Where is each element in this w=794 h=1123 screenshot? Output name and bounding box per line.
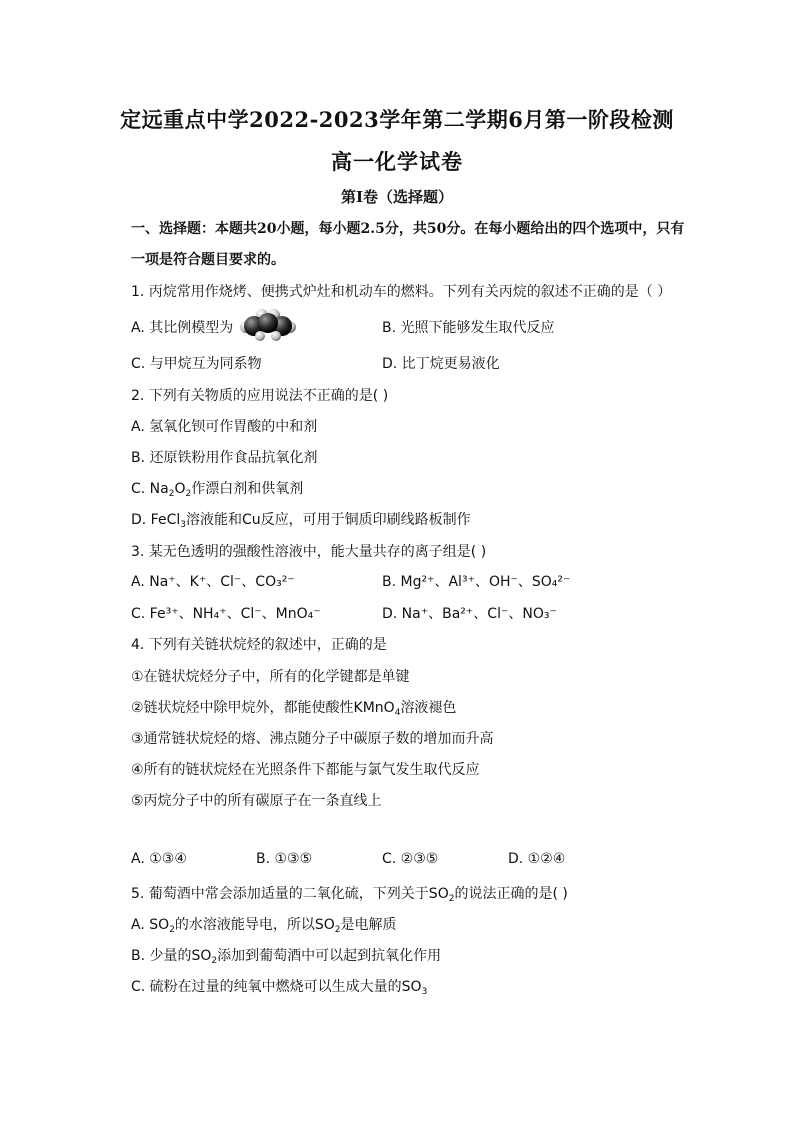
q2-option-c: C. $Na_2O_2$作漂白剂和供氧剂	[131, 481, 304, 499]
q1-stem: 1. 丙烷常用作烧烤、便携式炉灶和机动车的燃料。下列有关丙烷的叙述不正确的是（ ）	[131, 284, 672, 300]
q5-option-c: C. 硫粉在过量的纯氧中燃烧可以生成大量的$SO_3$	[131, 979, 428, 997]
propane-space-filling-model-image	[240, 309, 296, 341]
q4-option-a: A. ①③④	[131, 851, 187, 867]
q1-option-d: D. 比丁烷更易液化	[382, 356, 500, 372]
exam-subtitle: 高一化学试卷	[331, 149, 463, 174]
q4-stem: 4. 下列有关链状烷烃的叙述中，正确的是	[131, 637, 387, 653]
q4-statement-2: ②链状烷烃中除甲烷外，都能使酸性KMnO$_4$溶液褪色	[131, 700, 457, 718]
q4-statement-3: ③通常链状烷烃的熔、沸点随分子中碳原子数的增加而升高	[131, 731, 494, 747]
instructions-line-1: 一、选择题：本题共20小题，每小题2.5分，共50分。在每小题给出的四个选项中，只有	[131, 221, 685, 237]
q4-statement-4: ④所有的链状烷烃在光照条件下都能与氯气发生取代反应	[131, 762, 480, 778]
q4-option-b: B. ①③⑤	[256, 851, 313, 867]
q2-stem: 2. 下列有关物质的应用说法不正确的是( )	[131, 388, 389, 404]
q3-option-d: D. Na⁺、Ba²⁺、Cl⁻、NO₃⁻	[382, 606, 557, 622]
q1-option-c: C. 与甲烷互为同系物	[131, 356, 262, 372]
q2-option-a: A. 氢氧化钡可作胃酸的中和剂	[131, 419, 318, 435]
q4-statement-1: ①在链状烷烃分子中，所有的化学键都是单键	[131, 669, 410, 685]
q5-option-a: A. $SO_2$的水溶液能导电，所以$SO_2$是电解质	[131, 917, 397, 935]
q3-option-b: B. Mg²⁺、Al³⁺、OH⁻、SO₄²⁻	[382, 574, 571, 590]
q4-option-d: D. ①②④	[508, 851, 566, 867]
q2-option-d: D. FeCl$_3$溶液能和Cu反应，可用于铜质印刷线路板制作	[131, 512, 471, 530]
q4-option-c: C. ②③⑤	[382, 851, 439, 867]
q4-statement-5: ⑤丙烷分子中的所有碳原子在一条直线上	[131, 793, 382, 809]
q2-option-b: B. 还原铁粉用作食品抗氧化剂	[131, 450, 318, 466]
q1-option-b: B. 光照下能够发生取代反应	[382, 320, 555, 336]
q3-stem: 3. 某无色透明的强酸性溶液中，能大量共存的离子组是( )	[131, 544, 487, 560]
q1-option-a: A. 其比例模型为	[131, 320, 234, 336]
q5-stem: 5. 葡萄酒中常会添加适量的二氧化硫，下列关于$SO_2$的说法正确的是( )	[131, 886, 568, 904]
instructions-line-2: 一项是符合题目要求的。	[131, 252, 285, 268]
q5-option-b: B. 少量的$SO_2$添加到葡萄酒中可以起到抗氧化作用	[131, 948, 442, 966]
q3-option-c: C. Fe³⁺、NH₄⁺、Cl⁻、MnO₄⁻	[131, 606, 321, 622]
section-heading: 第I卷（选择题）	[340, 188, 454, 206]
q3-option-a: A. Na⁺、K⁺、Cl⁻、CO₃²⁻	[131, 574, 295, 590]
exam-title: 定远重点中学2022-2023学年第二学期6月第一阶段检测	[120, 107, 674, 132]
